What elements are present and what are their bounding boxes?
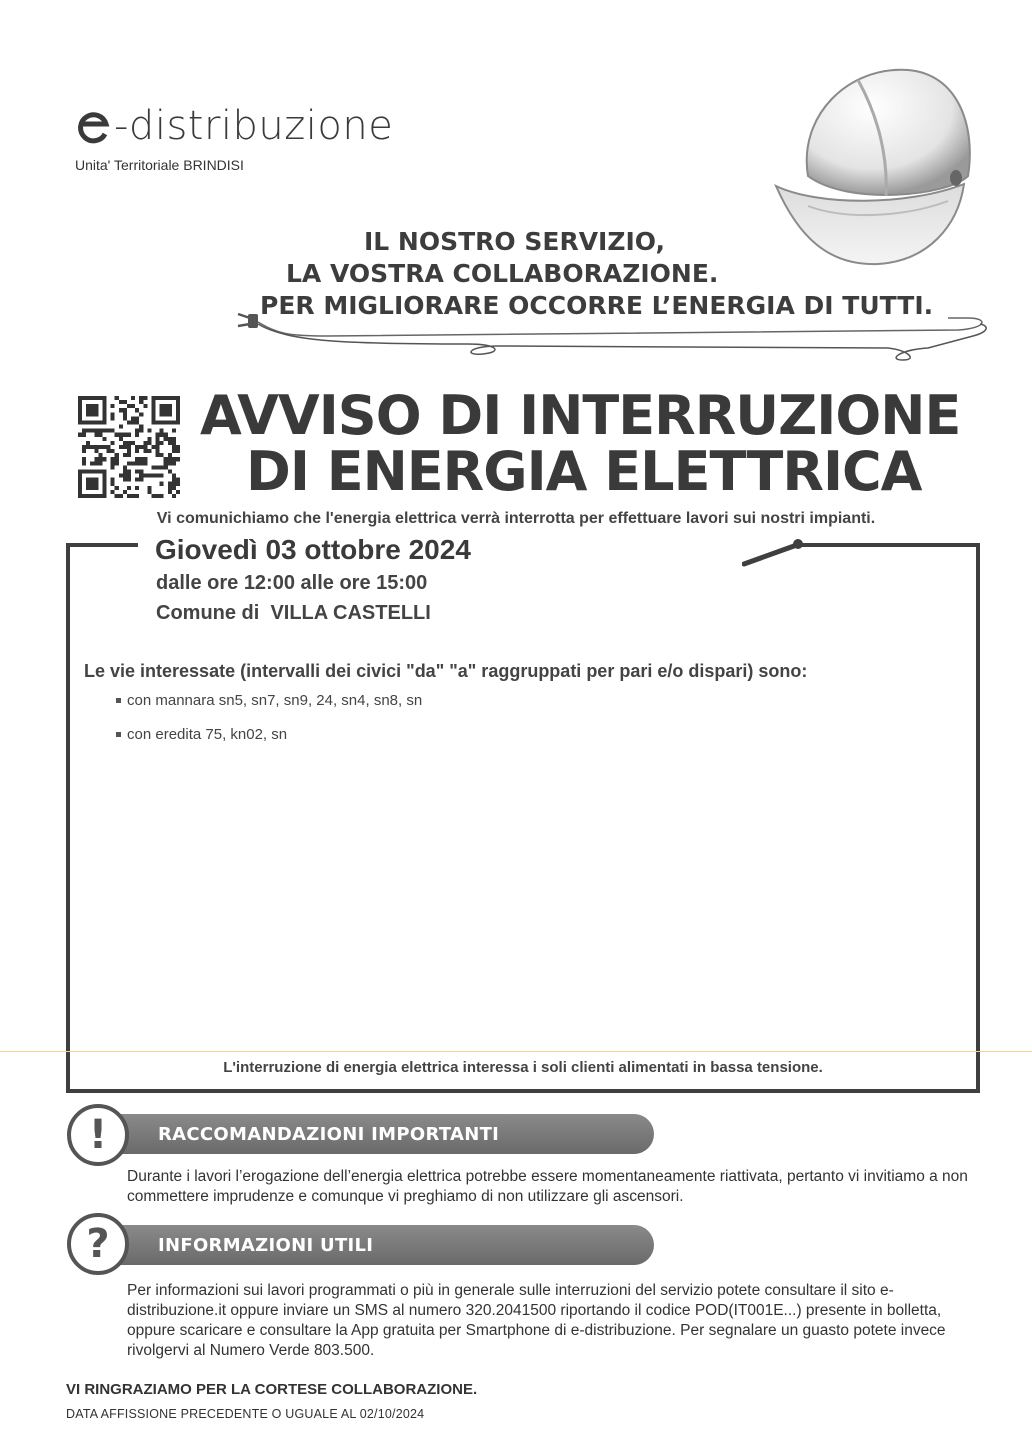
info-header: INFORMAZIONI UTILI	[98, 1225, 654, 1265]
pen-icon	[742, 536, 808, 568]
info-text: Per informazioni sui lavori programmati o più in generale sulle interruzioni del servizio potete consultare il sito e-distribuzione.it oppure inviare un SMS al numero 320.2041500 riportando il codice POD(IT001E...) presente in bolletta, oppure scaricare e consultare la App gratuita per Smartphone di e-distribuzione. Per segnalare un guasto potete invece rivolgervi al Numero Verde 803.500.	[127, 1282, 946, 1359]
list-item	[116, 692, 422, 709]
slogan-line-1: IL NOSTRO SERVIZIO,	[364, 227, 665, 256]
territorial-unit: Unita' Territoriale BRINDISI	[75, 157, 244, 173]
recommendations-text: Durante i lavori l’erogazione dell’energia elettrica potrebbe essere momentaneamente riattivata, pertanto vi invitiamo a non commettere imprudenze e comunque vi preghiamo di non utilizzare gli ascensori.	[127, 1168, 968, 1205]
box-border-left	[66, 543, 138, 547]
posting-date: DATA AFFISSIONE PRECEDENTE O UGUALE AL 02/10/2024	[66, 1407, 425, 1421]
exclamation-icon: !	[67, 1104, 129, 1166]
cable-plug-icon	[228, 304, 998, 368]
notice-subtitle: Vi comunichiamo che l'energia elettrica verrà interrotta per effettuare lavori sui nostri impianti.	[156, 510, 876, 527]
bullet-icon	[116, 732, 121, 737]
title-line-2: DI ENERGIA ELETTRICA	[246, 440, 922, 503]
low-voltage-note: L'interruzione di energia elettrica interessa i soli clienti alimentati in bassa tensione.	[223, 1059, 823, 1076]
thanks-text: VI RINGRAZIAMO PER LA CORTESE COLLABORAZIONE.	[66, 1381, 478, 1398]
brand-name: -distribuzione	[114, 103, 394, 149]
title-line-1: AVVISO DI INTERRUZIONE	[200, 384, 961, 447]
interruption-date: Giovedì 03 ottobre 2024	[155, 534, 471, 565]
recommendations-header: RACCOMANDAZIONI IMPORTANTI	[98, 1114, 654, 1154]
slogan-line-2: LA VOSTRA COLLABORAZIONE.	[286, 259, 719, 288]
slogan-line-3: PER MIGLIORARE OCCORRE L’ENERGIA DI TUTTI.	[260, 291, 934, 320]
question-icon: ?	[67, 1213, 129, 1275]
brand-logo	[74, 104, 393, 148]
notice-title	[200, 384, 1010, 503]
divider	[0, 1051, 1032, 1052]
list-item	[116, 726, 287, 743]
qr-code[interactable]	[78, 396, 180, 498]
notice-box	[66, 543, 980, 1093]
interruption-hours: dalle ore 12:00 alle ore 15:00	[156, 572, 428, 594]
bullet-icon	[116, 698, 121, 703]
streets-header: Le vie interessate (intervalli dei civici "da" "a" raggruppati per pari e/o dispari) sono:	[84, 661, 808, 681]
street-text: con eredita 75, kn02, sn	[127, 726, 288, 743]
e-logo-icon	[74, 104, 112, 148]
municipality: Comune di VILLA CASTELLI	[156, 602, 431, 624]
box-border-right	[800, 543, 980, 547]
street-text: con mannara sn5, sn7, sn9, 24, sn4, sn8, sn	[127, 692, 423, 709]
